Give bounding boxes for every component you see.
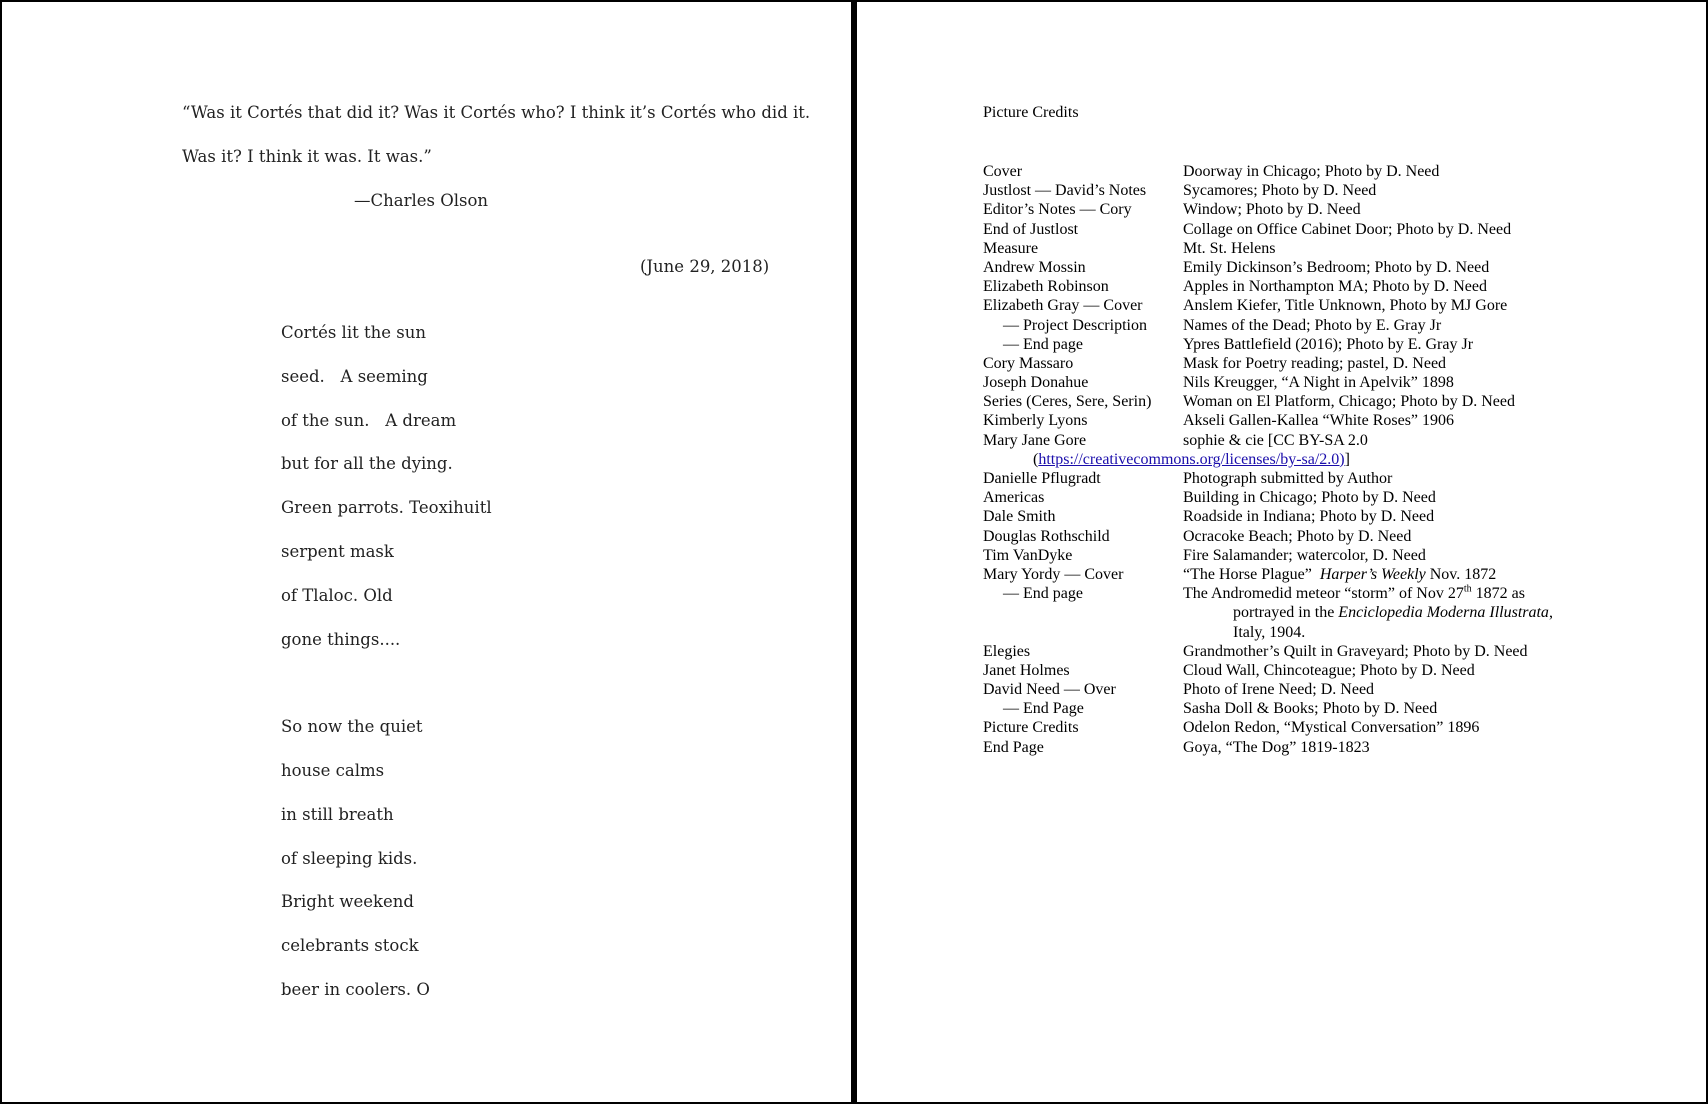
license-link[interactable]: https://creativecommons.org/licenses/by-sa/2.0) — [1038, 450, 1345, 468]
poem-body — [281, 320, 492, 1021]
credit-label: End Page — [983, 738, 1044, 756]
poem-line: celebrants stock — [281, 936, 419, 956]
credit-label: Editor’s Notes — Cory — [983, 201, 1132, 219]
poem-date: (June 29, 2018) — [640, 257, 770, 276]
credit-label: Series (Ceres, Sere, Serin) — [983, 393, 1152, 411]
credit-value: Apples in Northampton MA; Photo by D. Need — [1183, 278, 1487, 296]
credit-value — [1183, 565, 1496, 584]
credit-value: Fire Salamander; watercolor, D. Need — [1183, 546, 1426, 564]
poem-line: beer in coolers. O — [281, 979, 430, 999]
credit-value: Emily Dickinson’s Bedroom; Photo by D. Need — [1183, 258, 1490, 276]
poem-line: serpent mask — [281, 541, 394, 561]
poem-line: gone things.... — [281, 629, 401, 649]
credit-label: End of Justlost — [983, 220, 1079, 238]
credit-label: Elegies — [983, 642, 1031, 660]
poem-line: in still breath — [281, 804, 394, 824]
credit-value: Roadside in Indiana; Photo by D. Need — [1183, 508, 1435, 526]
credit-value-text: 1872 as — [1471, 585, 1525, 603]
credit-value-italic: Harper’s Weekly — [1319, 565, 1426, 583]
credit-value-text: portrayed in the — [1233, 604, 1339, 622]
stanza-break — [281, 670, 492, 714]
credit-value: Akseli Gallen-Kallea “White Roses” 1906 — [1183, 412, 1455, 430]
epigraph-author: —Charles Olson — [354, 191, 489, 210]
credit-label: Americas — [983, 489, 1045, 507]
credit-value: sophie & cie [CC BY-SA 2.0 — [1183, 431, 1368, 449]
epigraph-line-1: “Was it Cortés that did it? Was it Cortés who? I think it’s Cortés who did it. — [182, 103, 811, 122]
poem-line: So now the quiet — [281, 717, 423, 737]
right-page — [854, 0, 1708, 1104]
credit-label: Cover — [983, 163, 1023, 180]
credit-label: Measure — [983, 239, 1039, 257]
credit-value-text: “The Horse Plague” — [1183, 565, 1320, 583]
credit-value: Anslem Kiefer, Title Unknown, Photo by MJ Gore — [1183, 297, 1508, 315]
credit-continuation — [1233, 603, 1553, 622]
credit-value: Photo of Irene Need; D. Need — [1183, 681, 1375, 699]
poem-line: of Tlaloc. Old — [281, 585, 393, 605]
credit-value: Mt. St. Helens — [1183, 239, 1276, 257]
credit-continuation: Italy, 1904. — [1233, 623, 1306, 641]
credit-label: Mary Yordy — Cover — [983, 565, 1124, 583]
credit-value: Names of the Dead; Photo by E. Gray Jr — [1183, 316, 1442, 334]
credit-label: — End page — [1003, 585, 1083, 603]
credit-label: David Need — Over — [983, 681, 1116, 699]
credit-value: Ypres Battlefield (2016); Photo by E. Gray Jr — [1183, 335, 1474, 353]
credit-value: Odelon Redon, “Mystical Conversation” 1896 — [1183, 719, 1480, 737]
link-close-bracket: ] — [1344, 450, 1350, 468]
credit-label: Andrew Mossin — [983, 258, 1086, 276]
poem-line: seed. A seeming — [281, 366, 428, 386]
credit-value: Goya, “The Dog” 1819-1823 — [1183, 738, 1370, 756]
credit-value: Woman on El Platform, Chicago; Photo by D. Need — [1183, 393, 1515, 411]
credit-value-text: , — [1548, 604, 1553, 622]
poem-line: Cortés lit the sun — [281, 323, 426, 342]
poem-line: but for all the dying. — [281, 454, 453, 474]
credit-label: Douglas Rothschild — [983, 527, 1110, 545]
credit-value: Mask for Poetry reading; pastel, D. Need — [1183, 354, 1447, 372]
credit-value: Sycamores; Photo by D. Need — [1183, 182, 1377, 200]
credit-value: Collage on Office Cabinet Door; Photo by D. Need — [1183, 220, 1512, 238]
credit-label: Kimberly Lyons — [983, 412, 1088, 430]
credit-label: Elizabeth Gray — Cover — [983, 297, 1143, 315]
credit-value-italic: Enciclopedia Moderna Illustrata — [1338, 604, 1549, 622]
credit-label: — End page — [1003, 335, 1083, 353]
credit-value: Sasha Doll & Books; Photo by D. Need — [1183, 700, 1438, 718]
credit-value: Cloud Wall, Chincoteague; Photo by D. Need — [1183, 661, 1475, 679]
credit-label: Mary Jane Gore — [983, 431, 1087, 449]
page-title: Picture Credits — [983, 104, 1079, 121]
credit-value: Nils Kreugger, “A Night in Apelvik” 1898 — [1183, 374, 1454, 392]
poem-line: of the sun. A dream — [281, 410, 457, 430]
credit-label: — Project Description — [1003, 316, 1147, 334]
poem-line: Bright weekend — [281, 892, 414, 912]
credit-label: Dale Smith — [983, 508, 1056, 526]
link-open-paren: ( — [1033, 450, 1039, 468]
credit-label: Justlost — David’s Notes — [983, 182, 1147, 200]
credit-value-text: The Andromedid meteor “storm” of Nov 27 — [1183, 585, 1464, 603]
credit-value: Grandmother’s Quilt in Graveyard; Photo by D. Need — [1183, 642, 1528, 660]
credit-label: Elizabeth Robinson — [983, 278, 1109, 296]
credit-value: Doorway in Chicago; Photo by D. Need — [1183, 163, 1440, 180]
credit-label: — End Page — [1003, 700, 1084, 718]
credit-value-superscript: th — [1463, 583, 1472, 595]
poem-line: of sleeping kids. — [281, 848, 418, 868]
credit-label: Janet Holmes — [983, 661, 1070, 679]
credit-value — [1183, 584, 1525, 603]
credit-value-text: Nov. 1872 — [1425, 565, 1497, 583]
poem-line: house calms — [281, 760, 385, 780]
epigraph-line-2: Was it? I think it was. It was.” — [182, 147, 432, 166]
credit-value: Window; Photo by D. Need — [1183, 201, 1361, 219]
credit-value: Ocracoke Beach; Photo by D. Need — [1183, 527, 1412, 545]
credit-label: Joseph Donahue — [983, 374, 1089, 392]
credit-label: Tim VanDyke — [983, 546, 1073, 564]
credit-label: Cory Massaro — [983, 354, 1074, 372]
credit-label: Danielle Pflugradt — [983, 470, 1101, 487]
credit-value: Building in Chicago; Photo by D. Need — [1183, 489, 1436, 507]
poem-line: Green parrots. Teoxihuitl — [281, 498, 492, 518]
credit-label: Picture Credits — [983, 719, 1079, 737]
credit-value: Photograph submitted by Author — [1183, 470, 1393, 487]
